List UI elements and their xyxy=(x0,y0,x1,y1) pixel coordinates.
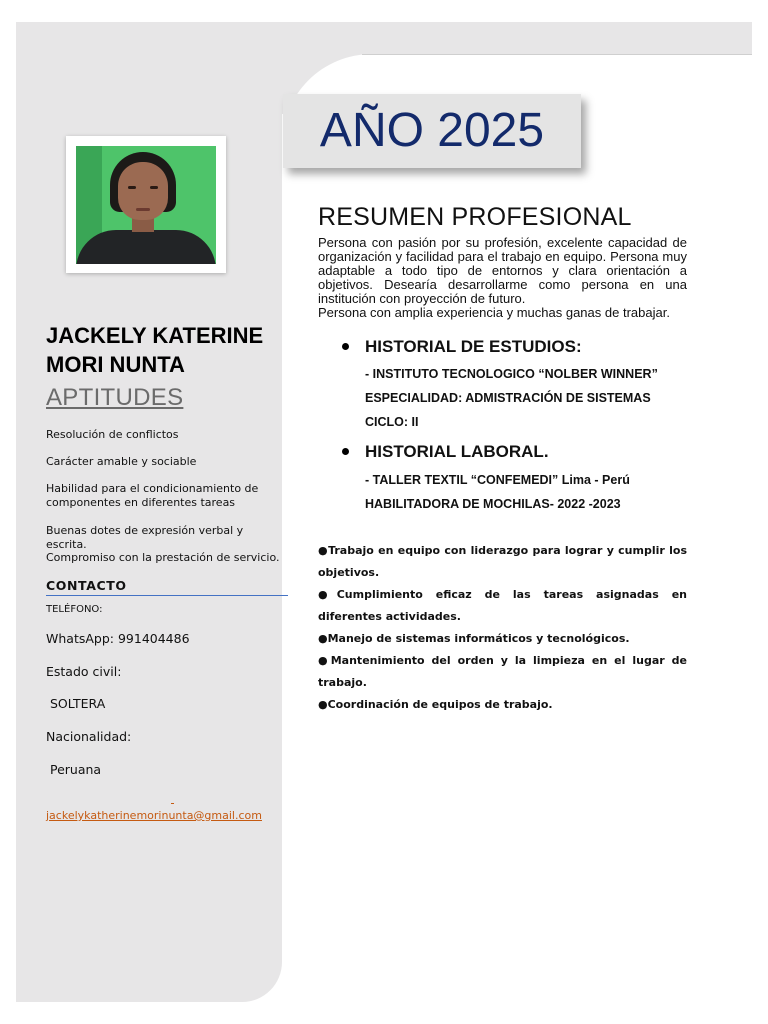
summary-paragraph-2: Persona con amplia experiencia y muchas ganas de trabajar. xyxy=(318,305,670,320)
aptitude-item: Carácter amable y sociable xyxy=(46,455,197,468)
profile-photo-frame xyxy=(66,136,226,273)
year-title: AÑO 2025 xyxy=(319,104,545,157)
photo-eye-right xyxy=(150,186,158,189)
contact-heading: CONTACTO xyxy=(46,578,127,593)
photo-face xyxy=(118,162,168,220)
task-item: ●Mantenimiento del orden y la limpieza en el lugar de trabajo. xyxy=(318,654,687,689)
aptitude-item: Habilidad para el condicionamiento de componentes en diferentes tareas xyxy=(46,482,259,509)
work-line: HABILITADORA DE MOCHILAS- 2022 -2023 xyxy=(365,497,621,511)
work-heading: HISTORIAL LABORAL. xyxy=(365,442,549,461)
nationality-label: Nacionalidad: xyxy=(46,729,132,744)
header-band xyxy=(282,22,752,54)
candidate-name xyxy=(46,321,276,379)
email-link-artifact xyxy=(171,803,174,804)
aptitude-item: Resolución de conflictos xyxy=(46,428,179,441)
task-item: ●Cumplimiento eficaz de las tareas asignadas en diferentes actividades. xyxy=(318,588,687,623)
studies-line: ESPECIALIDAD: ADMISTRACIÓN DE SISTEMAS xyxy=(365,391,651,405)
bullet-icon xyxy=(342,343,349,350)
task-item: ●Manejo de sistemas informáticos y tecnológicos. xyxy=(318,632,630,645)
aptitudes-heading: APTITUDES xyxy=(46,384,184,411)
tasks-list xyxy=(318,540,687,716)
studies-line: CICLO: II xyxy=(365,415,419,429)
summary-heading: RESUMEN PROFESIONAL xyxy=(318,203,632,231)
email-link[interactable]: jackelykatherinemorinunta@gmail.com xyxy=(46,809,262,822)
whatsapp-number: WhatsApp: 991404486 xyxy=(46,631,190,646)
photo-mouth xyxy=(136,208,150,211)
work-line: - TALLER TEXTIL “CONFEMEDI” Lima - Perú xyxy=(365,473,630,487)
bullet-icon xyxy=(342,448,349,455)
photo-eye-left xyxy=(128,186,136,189)
name-line-1: JACKELY KATERINE xyxy=(46,323,264,348)
contact-divider xyxy=(46,595,288,596)
summary-paragraph: Persona con pasión por su profesión, excelente capacidad de organización y facilidad para el trabajo en equipo. Persona muy adaptable a todo tipo de entornos y clara orientación a objetivos. Desearía desarrollarme como persona en una institución con proyección de futuro. xyxy=(318,235,687,306)
header-divider xyxy=(362,54,752,55)
aptitude-item: Buenas dotes de expresión verbal y escrita. xyxy=(46,524,244,551)
civil-status-value: SOLTERA xyxy=(50,696,106,711)
year-banner xyxy=(283,94,581,168)
task-item: ●Trabajo en equipo con liderazgo para lograr y cumplir los objetivos. xyxy=(318,544,687,579)
task-item: ●Coordinación de equipos de trabajo. xyxy=(318,698,553,711)
profile-photo xyxy=(76,146,216,264)
studies-line: - INSTITUTO TECNOLOGICO “NOLBER WINNER” xyxy=(365,367,658,381)
civil-status-label: Estado civil: xyxy=(46,664,122,679)
nationality-value: Peruana xyxy=(50,762,102,777)
photo-shirt xyxy=(76,230,216,264)
name-line-2: MORI NUNTA xyxy=(46,352,185,377)
aptitude-item: Compromiso con la prestación de servicio. xyxy=(46,551,280,564)
studies-heading: HISTORIAL DE ESTUDIOS: xyxy=(365,337,582,356)
phone-label: TELÉFONO: xyxy=(46,604,103,615)
